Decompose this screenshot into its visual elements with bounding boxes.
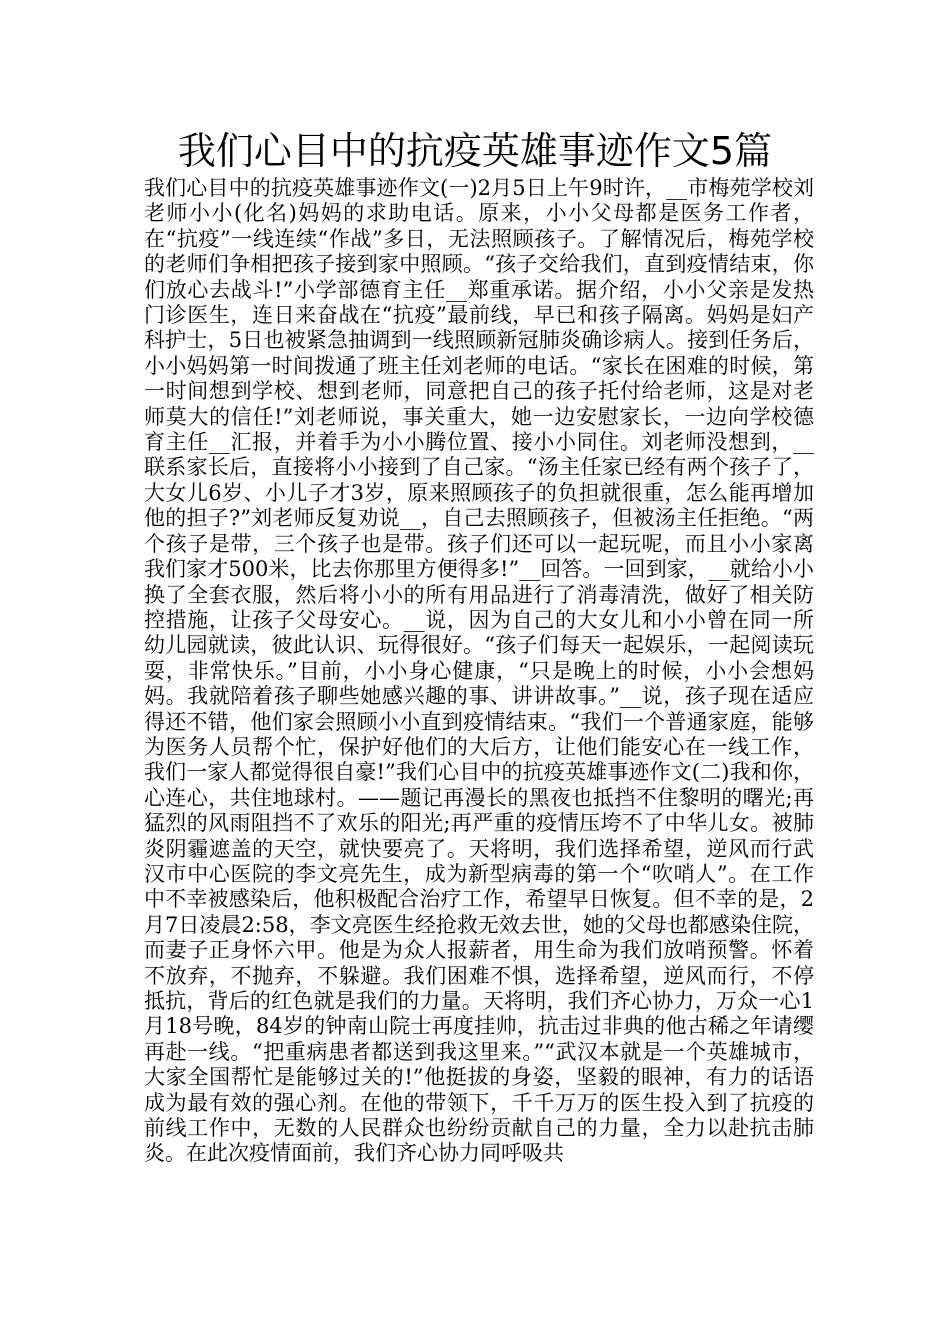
document-title: 我们心目中的抗疫英雄事迹作文5篇 xyxy=(177,129,773,173)
document-body: 我们心目中的抗疫英雄事迹作文(一)2月5日上午9时许，__市梅苑学校刘老师小小(化名)妈妈的求助电话。原来，小小父母都是医务工作者，在“抗疫”一线连续“作战”多日，无法照顾孩子。了解情况后，梅苑学校的老师们争相把孩子接到家中照顾。“孩子交给我们，直到疫情结束，你们放心去战斗!”小学部德育主任__郑重承诺。据介绍，小小父亲是发热门诊医生，连日来奋战在“抗疫”最前线，早已和孩子隔离。妈妈是妇产科护士，5日也被紧急抽调到一线照顾新冠肺炎确诊病人。接到任务后，小小妈妈第一时间拨通了班主任刘老师的电话。“家长在困难的时候，第一时间想到学校、想到老师，同意把自己的孩子托付给老师，这是对老师莫大的信任!”刘老师说，事关重大，她一边安慰家长，一边向学校德育主任__汇报，并着手为小小腾位置、接小小同住。刘老师没想到，__联系家长后，直接将小小接到了自己家。“汤主任家已经有两个孩子了，大女儿6岁、小儿子才3岁，原来照顾孩子的负担就很重，怎么能再增加他的担子?”刘老师反复劝说__，自己去照顾孩子，但被汤主任拒绝。“两个孩子是带，三个孩子也是带。孩子们还可以一起玩呢，而且小小家离我们家才500米，比去你那里方便得多!”__回答。一回到家，__就给小小换了全套衣服，然后将小小的所有用品进行了消毒清洗，做好了相关防控措施，让孩子父母安心。__说，因为自己的大女儿和小小曾在同一所幼儿园就读，彼此认识、玩得很好。“孩子们每天一起娱乐，一起阅读玩耍，非常快乐。”目前，小小身心健康，“只是晚上的时候，小小会想妈妈。我就陪着孩子聊些她感兴趣的事、讲讲故事。”__说，孩子现在适应得还不错，他们家会照顾小小直到疫情结束。“我们一个普通家庭，能够为医务人员帮个忙，保护好他们的大后方，让他们能安心在一线工作，我们一家人都觉得很自豪!”我们心目中的抗疫英雄事迹作文(二)我和你，心连心，共住地球村。——题记再漫长的黑夜也抵挡不住黎明的曙光;再猛烈的风雨阻挡不了欢乐的阳光;再严重的疫情压垮不了中华儿女。被肺炎阴霾遮盖的天空，就快要亮了。天将明，我们选择希望，逆风而行武汉市中心医院的李文亮先生，成为新型病毒的第一个“吹哨人”。在工作中不幸被感染后，他积极配合治疗工作，希望早日恢复。但不幸的是，2月7日凌晨2:58，李文亮医生经抢救无效去世，她的父母也都感染住院，而妻子正身怀六甲。他是为众人报薪者，用生命为我们放哨预警。怀着不放弃，不抛弃，不躲避。我们困难不惧，选择希望，逆风而行，不停抵抗，背后的红色就是我们的力量。天将明，我们齐心协力，万众一心1月18号晚，84岁的钟南山院士再度挂帅，抗击过非典的他古稀之年请缨再赴一线。“把重病患者都送到我这里来。”“武汉本就是一个英雄城市，大家全国帮忙是能够过关的!”他挺拔的身姿，坚毅的眼神，有力的话语成为最有效的强心剂。在他的带领下，千千万万的医生投入到了抗疫的前线工作中，无数的人民群众也纷纷贡献自己的力量，全力以赴抗击肺炎。在此次疫情面前，我们齐心协力同呼吸共 xyxy=(144,176,814,1166)
